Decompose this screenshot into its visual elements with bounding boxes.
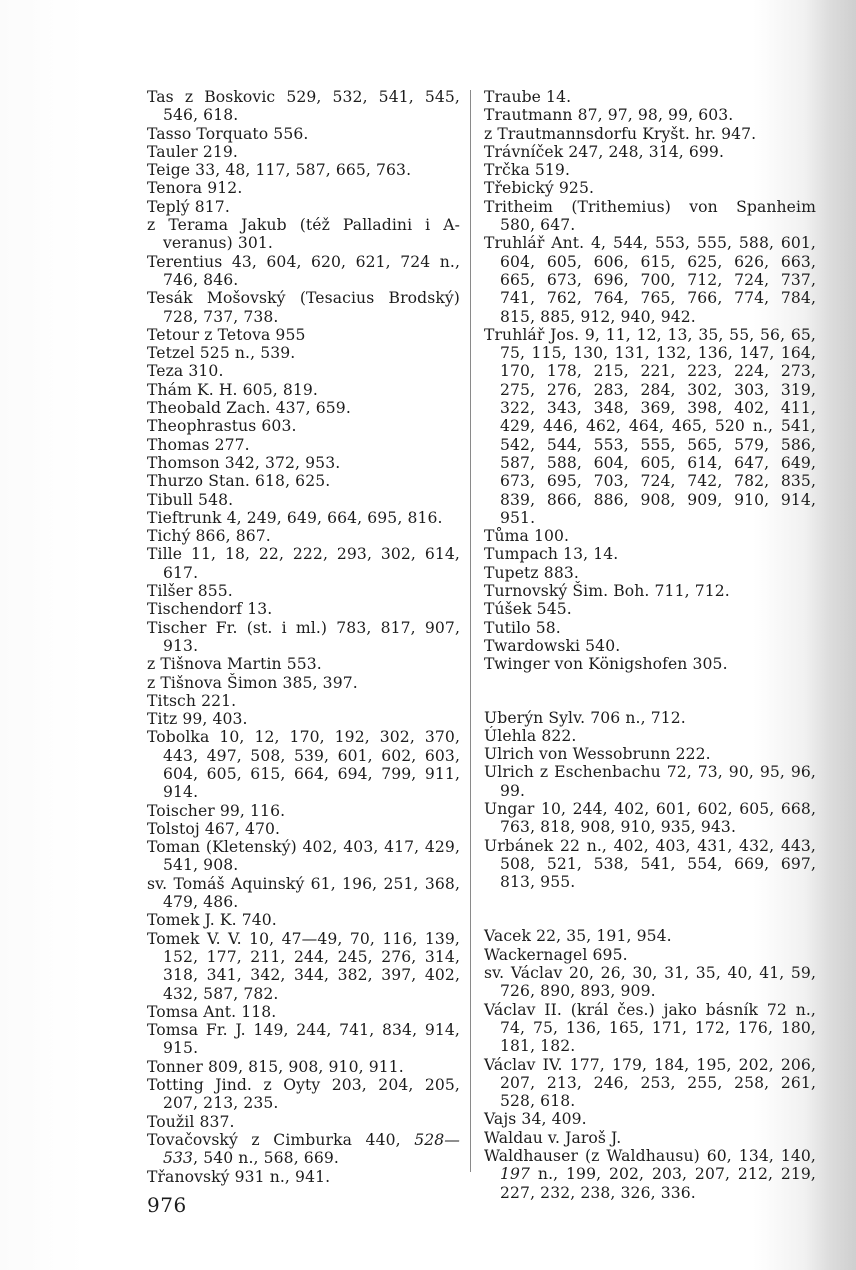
index-entry: Toužil 837. (147, 1112, 235, 1131)
index-entry: Třanovský 931 n., 941. (147, 1167, 331, 1186)
index-entry: Theophrastus 603. (147, 417, 297, 436)
index-entry: sv. Tomáš Aquinský 61, 196, 251, 368, 479, 486. (147, 874, 460, 912)
index-entry: Václav II. (král čes.) jako básník 72 n., 74, 75, 136, 165, 171, 172, 176, 180, 181, 182. (484, 1000, 816, 1056)
index-entry: z Terama Jakub (též Palladini i A-veranus) 301. (147, 216, 460, 253)
index-entry: Třebický 925. (484, 179, 595, 198)
index-entry-mixed: Waldhauser (z Waldhausu) 60, 134, 140, 197 n., 199, 202, 203, 207, 212, 219, 227, 232, 238, 326, 336. (484, 1147, 816, 1202)
index-entry: Václav IV. 177, 179, 184, 195, 202, 206, 207, 213, 246, 253, 255, 258, 261, 528, 618. (484, 1055, 816, 1111)
index-entry: Tomsa Fr. J. 149, 244, 741, 834, 914, 915. (147, 1021, 460, 1058)
index-entry: Teza 310. (147, 362, 224, 381)
index-entry: Tomsa Ant. 118. (147, 1002, 277, 1021)
index-entry: Tauler 219. (147, 142, 238, 161)
index-entry: z Tišnova Martin 553. (147, 655, 322, 674)
index-entry: Thám K. H. 605, 819. (147, 380, 318, 399)
index-entry: Tupetz 883. (484, 563, 579, 582)
index-entry: Tumpach 13, 14. (484, 545, 619, 564)
index-entry: Teige 33, 48, 117, 587, 665, 763. (147, 161, 412, 180)
index-entry: Trávníček 247, 248, 314, 699. (484, 142, 725, 161)
index-entry: z Tišnova Šimon 385, 397. (147, 673, 358, 692)
index-entry: Tetzel 525 n., 539. (147, 344, 296, 363)
index-entry: Úlehla 822. (484, 726, 577, 745)
index-entry: Trautmann 87, 97, 98, 99, 603. (484, 106, 734, 125)
index-entry: Truhlář Jos. 9, 11, 12, 13, 35, 55, 56, 65, 75, 115, 130, 131, 132, 136, 147, 164, 170, 178, 215, 221, 223, 224, 273, 275, 276, 283, 284, 302, 303, 319, 322, 343, 348, 369, 398, 402, 411, 429, 446, 462, 464, 465, 520 n., 541, 542, 544, 553, 555, 565, 579, 586, 587, 588, 604, 605, 614, 647, 649, 673, 695, 703, 724, 742, 782, 835, 839, 866, 886, 908, 909, 910, 914, 951. (484, 325, 816, 527)
index-entry: Turnovský Šim. Boh. 711, 712. (484, 582, 730, 601)
index-entry: Tetour z Tetova 955 (147, 325, 306, 344)
index-entry: Ungar 10, 244, 402, 601, 602, 605, 668, 763, 818, 908, 910, 935, 943. (484, 799, 816, 837)
index-entry: Tischendorf 13. (147, 600, 273, 619)
index-entry: Tibull 548. (147, 490, 234, 509)
index-entry: Thomas 277. (147, 435, 250, 454)
index-entry: Ulrich z Eschenbachu 72, 73, 90, 95, 96, 99. (484, 763, 816, 800)
index-entry: Truhlář Ant. 4, 544, 553, 555, 588, 601, 604, 605, 606, 615, 625, 626, 663, 665, 673, 696, 700, 712, 724, 737, 741, 762, 764, 765, 766, 774, 784, 815, 885, 912, 940, 942. (484, 234, 816, 326)
column-divider (470, 90, 471, 1172)
index-entry: Waldau v. Jaroš J. (484, 1128, 622, 1147)
index-entry: Traube 14. (484, 88, 572, 106)
index-entry: Uberýn Sylv. 706 n., 712. (484, 708, 686, 727)
index-entry: Túšek 545. (484, 600, 572, 619)
index-entry-mixed: Tovačovský z Cimburka 440, 528—533, 540 n., 568, 669. (147, 1130, 460, 1168)
index-entry: Tischer Fr. (st. i ml.) 783, 817, 907, 913. (147, 618, 460, 655)
index-entry: Tomek J. K. 740. (147, 911, 277, 930)
index-entry: Tobolka 10, 12, 170, 192, 302, 370, 443, 497, 508, 539, 601, 602, 603, 604, 605, 615, 664, 694, 799, 911, 914. (147, 728, 460, 802)
index-entry: Thomson 342, 372, 953. (147, 453, 341, 472)
index-entry: Tolstoj 467, 470. (147, 819, 281, 838)
index-entry: Theobald Zach. 437, 659. (147, 399, 351, 418)
index-entry: Vacek 22, 35, 191, 954. (484, 927, 672, 946)
index-entry: Tonner 809, 815, 908, 910, 911. (147, 1057, 404, 1076)
index-entry: Terentius 43, 604, 620, 621, 724 n., 746, 846. (147, 252, 460, 289)
index-entry: Totting Jind. z Oyty 203, 204, 205, 207, 213, 235. (147, 1076, 460, 1113)
index-column-left (147, 88, 460, 1186)
index-entry: Titsch 221. (147, 691, 237, 710)
index-entry: Tůma 100. (484, 527, 570, 546)
index-entry: Tieftrunk 4, 249, 649, 664, 695, 816. (147, 508, 443, 527)
index-entry: Tritheim (Trithemius) von Spanheim 580, 647. (484, 197, 816, 235)
index-entry: Tichý 866, 867. (147, 527, 271, 546)
index-entry: Twinger von Königshofen 305. (484, 655, 728, 674)
index-column-right (484, 88, 816, 1202)
index-entry: Tutilo 58. (484, 618, 561, 637)
index-entry: Tille 11, 18, 22, 222, 293, 302, 614, 617. (147, 545, 460, 582)
index-entry: Urbánek 22 n., 402, 403, 431, 432, 443, 508, 521, 538, 541, 554, 669, 697, 813, 955. (484, 836, 816, 892)
index-entry: sv. Václav 20, 26, 30, 31, 35, 40, 41, 59, 726, 890, 893, 909. (484, 964, 816, 1001)
index-entry: Titz 99, 403. (147, 710, 248, 729)
index-entry: Trčka 519. (484, 161, 571, 180)
index-entry: Toman (Kletenský) 402, 403, 417, 429, 541, 908. (147, 838, 460, 875)
section-gap (484, 674, 816, 709)
index-entry: Tilšer 855. (147, 582, 233, 601)
index-entry: Ulrich von Wessobrunn 222. (484, 745, 711, 764)
index-entry: Tomek V. V. 10, 47—49, 70, 116, 139, 152, 177, 211, 244, 245, 276, 314, 318, 341, 342, 344, 382, 397, 402, 432, 587, 782. (147, 929, 460, 1003)
index-entry: Twardowski 540. (484, 636, 621, 655)
index-entry: Tasso Torquato 556. (147, 124, 309, 143)
index-entry: Teplý 817. (147, 197, 230, 216)
index-entry: z Trautmannsdorfu Kryšt. hr. 947. (484, 124, 757, 143)
page-number: 976 (147, 1193, 187, 1217)
section-gap (484, 891, 816, 927)
index-entry: Tesák Mošovský (Tesacius Brodský) 728, 737, 738. (147, 289, 460, 326)
index-entry: Tas z Boskovic 529, 532, 541, 545, 546, 618. (147, 88, 460, 125)
index-entry: Thurzo Stan. 618, 625. (147, 472, 331, 491)
index-entry: Wackernagel 695. (484, 945, 628, 964)
index-entry: Tenora 912. (147, 179, 243, 198)
index-entry: Vajs 34, 409. (484, 1110, 587, 1129)
index-entry: Toischer 99, 116. (147, 801, 286, 820)
